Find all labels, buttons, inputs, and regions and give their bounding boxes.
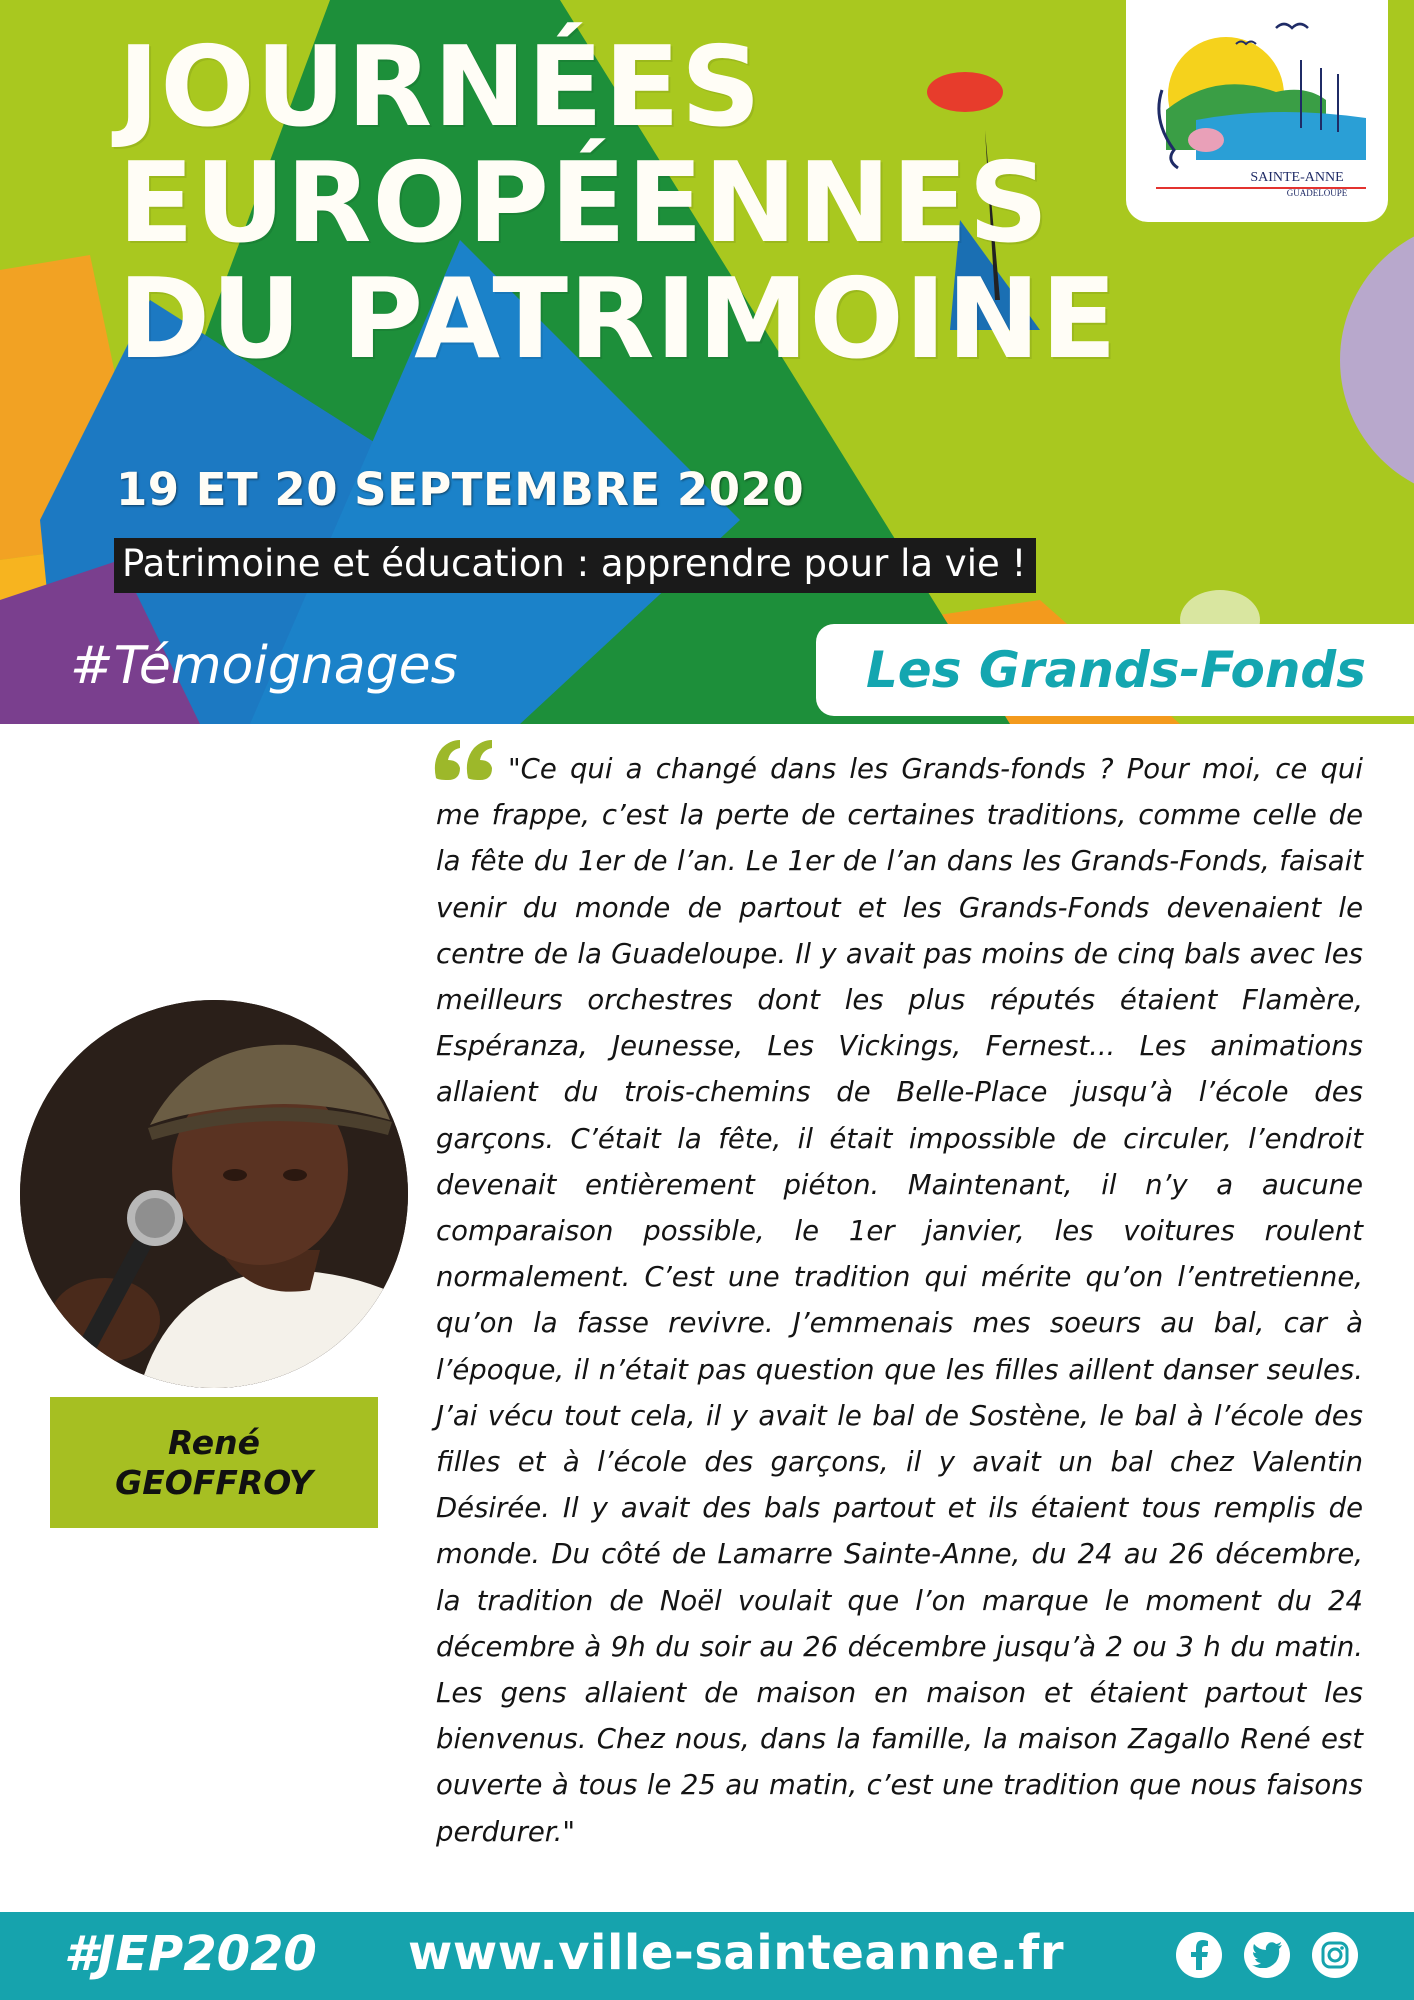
instagram-icon[interactable] [1312,1932,1358,1978]
logo-region: GUADELOUPE [1286,188,1348,198]
temoignages-hashtag: #Témoignages [70,636,458,696]
place-tab [816,624,1414,716]
person-photo [20,1000,408,1388]
instagram-glyph [1321,1941,1349,1969]
footer-hashtag: #JEP2020 [64,1926,317,1982]
portrait-illustration [20,1000,408,1388]
event-theme: Patrimoine et éducation : apprendre pour la vie ! [114,538,1036,593]
title-line-1: JOURNÉES [118,23,762,152]
facebook-icon[interactable] [1176,1932,1222,1978]
person-last-name: GEOFFROY [115,1462,313,1502]
twitter-icon[interactable] [1244,1932,1290,1978]
testimony-text: "Ce qui a changé dans les Grands-fonds ? Pour moi, ce qui me frappe, c’est la perte de certaines traditions, comme celle de la fête du 1er de l’an. Le 1er de l’an dans les Grands-Fonds, faisait venir du monde de partout et les Grands-Fonds devenaient le centre de la Guadeloupe. Il y avait pas moins de cinq bals avec les meilleurs orchestres dont les plus réputés étaient Flamère, Espéranza, Jeunesse, Les Vickings, Fernest... Les animations allaient du trois-chemins de Belle-Place jusqu’à l’école des garçons. C’était la fête, il était impossible de circuler, l’endroit devenait entièrement piéton. Maintenant, il n’y a aucune comparaison possible, le 1er janvier, les voitures roulent normalement. C’est une tradition qui mérite qu’on l’entretienne, qu’on la fasse revivre. J’emmenais mes soeurs au bal, car à l’époque, il n’était pas question que les filles aillent danser seules. J’ai vécu tout cela, il y avait le bal de Sostène, le bal à l’école des filles et à l’école des garçons, il y avait un bal chez Valentin Désirée. Il y avait des bals partout et ils étaient tous remplis de monde. Du côté de Lamarre Sainte-Anne, du 24 au 26 décembre, la tradition de Noël voulait que l’on marque le moment du 24 décembre à 9h du soir au 26 décembre jusqu’à 2 ou 3 h du matin. Les gens allaient de maison en maison et étaient partout les bienvenus. Chez nous, dans la famille, la maison Zagallo René est ouverte à tous le 25 au matin, c’est une tradition que nous faisons perdurer." [436,753,1363,1848]
website-link[interactable]: www.ville-sainteanne.fr [408,1925,1064,1981]
event-title [118,23,1118,384]
person-first-name: René [167,1422,261,1462]
footer-bar [0,1912,1414,2000]
hero-banner [0,0,1414,724]
title-line-3: DU PATRIMOINE [118,255,1118,384]
place-name: Les Grands-Fonds [865,641,1366,699]
title-line-2: EUROPÉENNES [118,139,1050,268]
logo-town: SAINTE-ANNE [1250,170,1344,185]
twitter-glyph [1252,1942,1282,1968]
sainte-anne-logo [1126,0,1388,222]
person-name-card [50,1397,378,1528]
event-dates: 19 ET 20 SEPTEMBRE 2020 [116,463,805,516]
facebook-glyph [1188,1940,1210,1970]
